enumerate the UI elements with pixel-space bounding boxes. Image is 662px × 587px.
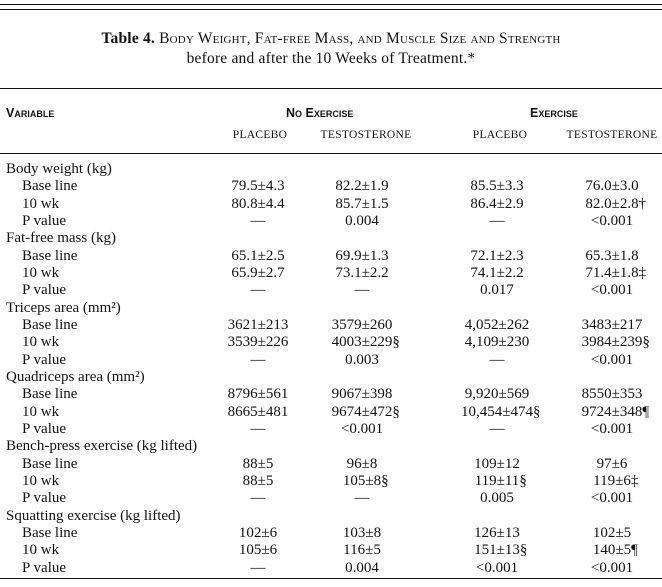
table-cell (465, 317, 529, 334)
row-label: P value (22, 212, 67, 229)
cell-value: — (250, 559, 266, 576)
row-label: 10 wk (22, 264, 60, 281)
table-cell (251, 352, 266, 369)
row-label: 10 wk (22, 542, 60, 559)
table-row (0, 196, 662, 213)
table-cell (591, 352, 633, 369)
table-cell (239, 542, 277, 559)
section-title: Bench-press exercise (kg lifted) (6, 438, 198, 455)
table-row (0, 456, 662, 473)
caption-rule (0, 88, 662, 89)
table-cell (585, 248, 638, 265)
subheader-placebo-exercise: PLACEBO (472, 129, 528, 141)
cell-value: 73.1±2.2 (335, 264, 389, 281)
footnote-mark: ‡ (630, 472, 639, 489)
table-cell (345, 560, 379, 577)
cell-value: 71.4±1.8 (585, 264, 639, 281)
section-title-row (0, 508, 662, 525)
table-cell (593, 472, 639, 490)
table-cell (593, 525, 631, 542)
footnote-mark: ¶ (642, 403, 650, 420)
cell-value: 79.5±4.3 (231, 178, 285, 195)
table-cell (228, 334, 289, 351)
table-cell (341, 421, 383, 438)
cell-value: 4003±229 (331, 334, 393, 351)
cell-value: 8796±561 (227, 386, 289, 403)
cell-value: 97±6 (596, 455, 628, 472)
table-row (0, 282, 662, 299)
cell-value: <0.001 (590, 420, 634, 437)
section-title: Quadriceps area (mm²) (6, 368, 145, 385)
table-cell (343, 525, 381, 542)
cell-value: 0.005 (480, 490, 514, 507)
table-cell (228, 404, 289, 421)
cell-value: <0.001 (590, 559, 634, 576)
cell-value: 3984±239 (581, 334, 643, 351)
table-cell (461, 403, 541, 421)
row-label: 10 wk (22, 472, 60, 489)
table-row (0, 421, 662, 438)
table-cell (251, 421, 266, 438)
row-label: 10 wk (22, 334, 60, 351)
table-cell (470, 196, 523, 213)
cell-value: <0.001 (590, 212, 634, 229)
cell-value: 3483±217 (581, 316, 643, 333)
table-cell (470, 178, 523, 195)
row-label: 10 wk (22, 195, 60, 212)
cell-value: — (250, 282, 266, 299)
table-cell (591, 282, 633, 299)
row-label: Base line (22, 386, 78, 403)
cell-value: 88±5 (242, 472, 274, 489)
table-cell (474, 456, 520, 473)
cell-value: <0.001 (340, 420, 384, 437)
cell-value: — (489, 351, 505, 368)
cell-value: 119±11 (474, 472, 520, 489)
table-cell (490, 421, 505, 438)
section-title-row (0, 438, 662, 455)
cell-value: <0.001 (475, 559, 519, 576)
cell-value: 9724±348 (581, 403, 643, 420)
cell-value: 105±6 (238, 542, 278, 559)
table-caption-line1: Body Weight, Fat-free Mass, and Muscle Size and Strength (159, 30, 561, 47)
table-row (0, 386, 662, 403)
table-cell (243, 473, 274, 490)
bottom-rule (0, 578, 662, 579)
table-cell (231, 196, 284, 213)
table-row (0, 352, 662, 369)
section-title: Body weight (kg) (6, 161, 112, 177)
table-cell (335, 248, 388, 265)
row-label: P value (22, 559, 67, 576)
row-label: 10 wk (22, 403, 60, 420)
row-label: Base line (22, 455, 78, 472)
table-cell (474, 542, 528, 559)
row-label: P value (22, 282, 67, 299)
cell-value: — (354, 282, 370, 299)
cell-value: <0.001 (590, 490, 634, 507)
cell-value: 88±5 (242, 455, 274, 472)
table-cell (355, 282, 370, 299)
table-row (0, 525, 662, 542)
table-row (0, 490, 662, 507)
cell-value: 8665±481 (227, 403, 289, 420)
table-cell (465, 386, 529, 403)
table-cell (582, 386, 643, 403)
table-cell (581, 403, 650, 421)
table-cell (347, 456, 378, 473)
cell-value: 105±8 (342, 472, 382, 489)
table-cell (231, 265, 284, 282)
table-cell (582, 317, 643, 334)
table-cell (476, 560, 518, 577)
table-row (0, 404, 662, 421)
row-label: Base line (22, 178, 78, 195)
cell-value: 65.1±2.5 (231, 247, 285, 264)
footnote-mark: § (519, 472, 527, 489)
row-label: Base line (22, 316, 78, 333)
row-label: Base line (22, 247, 78, 264)
cell-value: 3539±226 (227, 334, 289, 351)
cell-value: 4,109±230 (464, 334, 530, 351)
table-row (0, 178, 662, 195)
table-cell (490, 213, 505, 230)
cell-value: <0.001 (590, 351, 634, 368)
table-row (0, 542, 662, 559)
cell-value: 82.2±1.9 (335, 178, 389, 195)
table-cell (345, 213, 379, 230)
footnote-mark: † (638, 195, 647, 212)
table-cell (335, 265, 388, 282)
footnote-mark: ¶ (631, 542, 638, 559)
cell-value: 116±5 (343, 542, 381, 559)
table-row (0, 248, 662, 265)
header-rule (0, 153, 662, 154)
row-label: P value (22, 351, 67, 368)
section-title-row (0, 161, 662, 178)
table-cell (332, 317, 393, 334)
table-cell (342, 472, 389, 490)
table-caption-lead: Table 4. (101, 30, 155, 47)
table-cell (331, 403, 400, 421)
table-cell (239, 525, 277, 542)
table-cell (465, 334, 529, 351)
section-title: Fat-free mass (kg) (6, 230, 116, 247)
subheader-placebo-no-exercise: PLACEBO (232, 129, 288, 141)
footnote-mark: § (392, 334, 400, 351)
cell-value: — (489, 212, 505, 229)
row-label: Base line (22, 524, 78, 541)
table-cell (581, 334, 650, 351)
cell-value: 72.1±2.3 (470, 247, 524, 264)
table-cell (228, 386, 289, 403)
table-cell (231, 178, 284, 195)
cell-value: 8550±353 (581, 386, 643, 403)
cell-value: 0.004 (345, 559, 379, 576)
cell-value: 109±12 (474, 455, 520, 472)
table-row (0, 213, 662, 230)
footnote-mark: § (392, 403, 400, 420)
cell-value: 85.7±1.5 (335, 195, 389, 212)
cell-value: 69.9±1.3 (335, 247, 389, 264)
cell-value: 80.8±4.4 (231, 195, 285, 212)
section-title: Triceps area (mm²) (6, 299, 121, 316)
table-cell (585, 178, 638, 195)
cell-value: 102±5 (592, 524, 632, 541)
footnote-mark: § (642, 334, 650, 351)
section-title-row (0, 300, 662, 317)
cell-value: — (250, 420, 266, 437)
table-cell (480, 490, 514, 507)
cell-value: 4,052±262 (464, 316, 530, 333)
table-cell (470, 265, 523, 282)
table-cell (591, 213, 633, 230)
cell-value: — (250, 351, 266, 368)
cell-value: 119±6 (593, 472, 631, 489)
table-cell (345, 352, 379, 369)
cell-value: <0.001 (590, 282, 634, 299)
table-cell (231, 248, 284, 265)
top-rule-inner (0, 9, 662, 10)
top-rule-outer (0, 4, 662, 5)
table-cell (592, 542, 638, 559)
cell-value: 82.0±2.8 (585, 195, 639, 212)
table-cell (332, 386, 393, 403)
table-cell (228, 317, 289, 334)
footnote-mark: § (381, 472, 389, 489)
table-cell (251, 490, 266, 507)
section-title: Squatting exercise (kg lifted) (6, 507, 181, 524)
table-cell (251, 560, 266, 577)
cell-value: 74.1±2.2 (470, 264, 524, 281)
table-cell (474, 525, 520, 542)
cell-value: 0.017 (480, 282, 514, 299)
table-cell (355, 490, 370, 507)
table-cell (243, 456, 274, 473)
table-cell (591, 490, 633, 507)
cell-value: 0.004 (345, 212, 379, 229)
cell-value: 10,454±474 (461, 403, 533, 420)
table-cell (470, 248, 523, 265)
cell-value: 76.0±3.0 (585, 178, 639, 195)
cell-value: — (250, 212, 266, 229)
table-cell (591, 421, 633, 438)
cell-value: 151±13 (474, 542, 520, 559)
cell-value: — (489, 420, 505, 437)
footnote-mark: § (532, 403, 541, 420)
table-cell (343, 542, 381, 559)
cell-value: — (354, 490, 370, 507)
footnote-mark: § (519, 542, 528, 559)
column-header-variable: Variable (6, 106, 55, 120)
cell-value: 86.4±2.9 (470, 195, 524, 212)
table-cell (474, 472, 527, 490)
cell-value: 9,920±569 (464, 386, 530, 403)
table-cell (335, 178, 388, 195)
cell-value: 3621±213 (227, 316, 289, 333)
table-row (0, 560, 662, 577)
footnote-mark: ‡ (638, 264, 647, 281)
table-cell (251, 213, 266, 230)
table-cell (597, 456, 628, 473)
table-cell (585, 264, 647, 282)
subheader-testosterone-exercise: TESTOSTERONE (566, 129, 658, 141)
table-cell (490, 352, 505, 369)
cell-value: 9674±472 (331, 403, 393, 420)
cell-value: — (250, 490, 266, 507)
cell-value: 9067±398 (331, 386, 393, 403)
table-caption-line2: before and after the 10 Weeks of Treatment.* (186, 50, 476, 67)
table-cell (480, 282, 514, 299)
row-label: P value (22, 420, 67, 437)
table-cell (585, 195, 647, 213)
cell-value: 0.003 (345, 351, 379, 368)
table-row (0, 334, 662, 351)
table-cell (335, 196, 388, 213)
group-header-exercise: Exercise (530, 106, 578, 120)
table-row (0, 265, 662, 282)
cell-value: 65.9±2.7 (231, 264, 285, 281)
cell-value: 3579±260 (331, 316, 393, 333)
table-row (0, 317, 662, 334)
table-cell (251, 282, 266, 299)
table-cell (591, 560, 633, 577)
cell-value: 140±5 (592, 542, 632, 559)
subheader-testosterone-no-exercise: TESTOSTERONE (320, 129, 412, 141)
cell-value: 85.5±3.3 (470, 178, 524, 195)
cell-value: 126±13 (474, 524, 520, 541)
table-caption (0, 29, 662, 49)
cell-value: 96±8 (346, 455, 378, 472)
cell-value: 65.3±1.8 (585, 247, 639, 264)
table-row (0, 473, 662, 490)
section-title-row (0, 369, 662, 386)
cell-value: 103±8 (342, 524, 382, 541)
table-cell (331, 334, 400, 351)
row-label: P value (22, 490, 67, 507)
group-header-no-exercise: No Exercise (286, 106, 354, 120)
section-title-row (0, 230, 662, 247)
cell-value: 102±6 (238, 524, 278, 541)
